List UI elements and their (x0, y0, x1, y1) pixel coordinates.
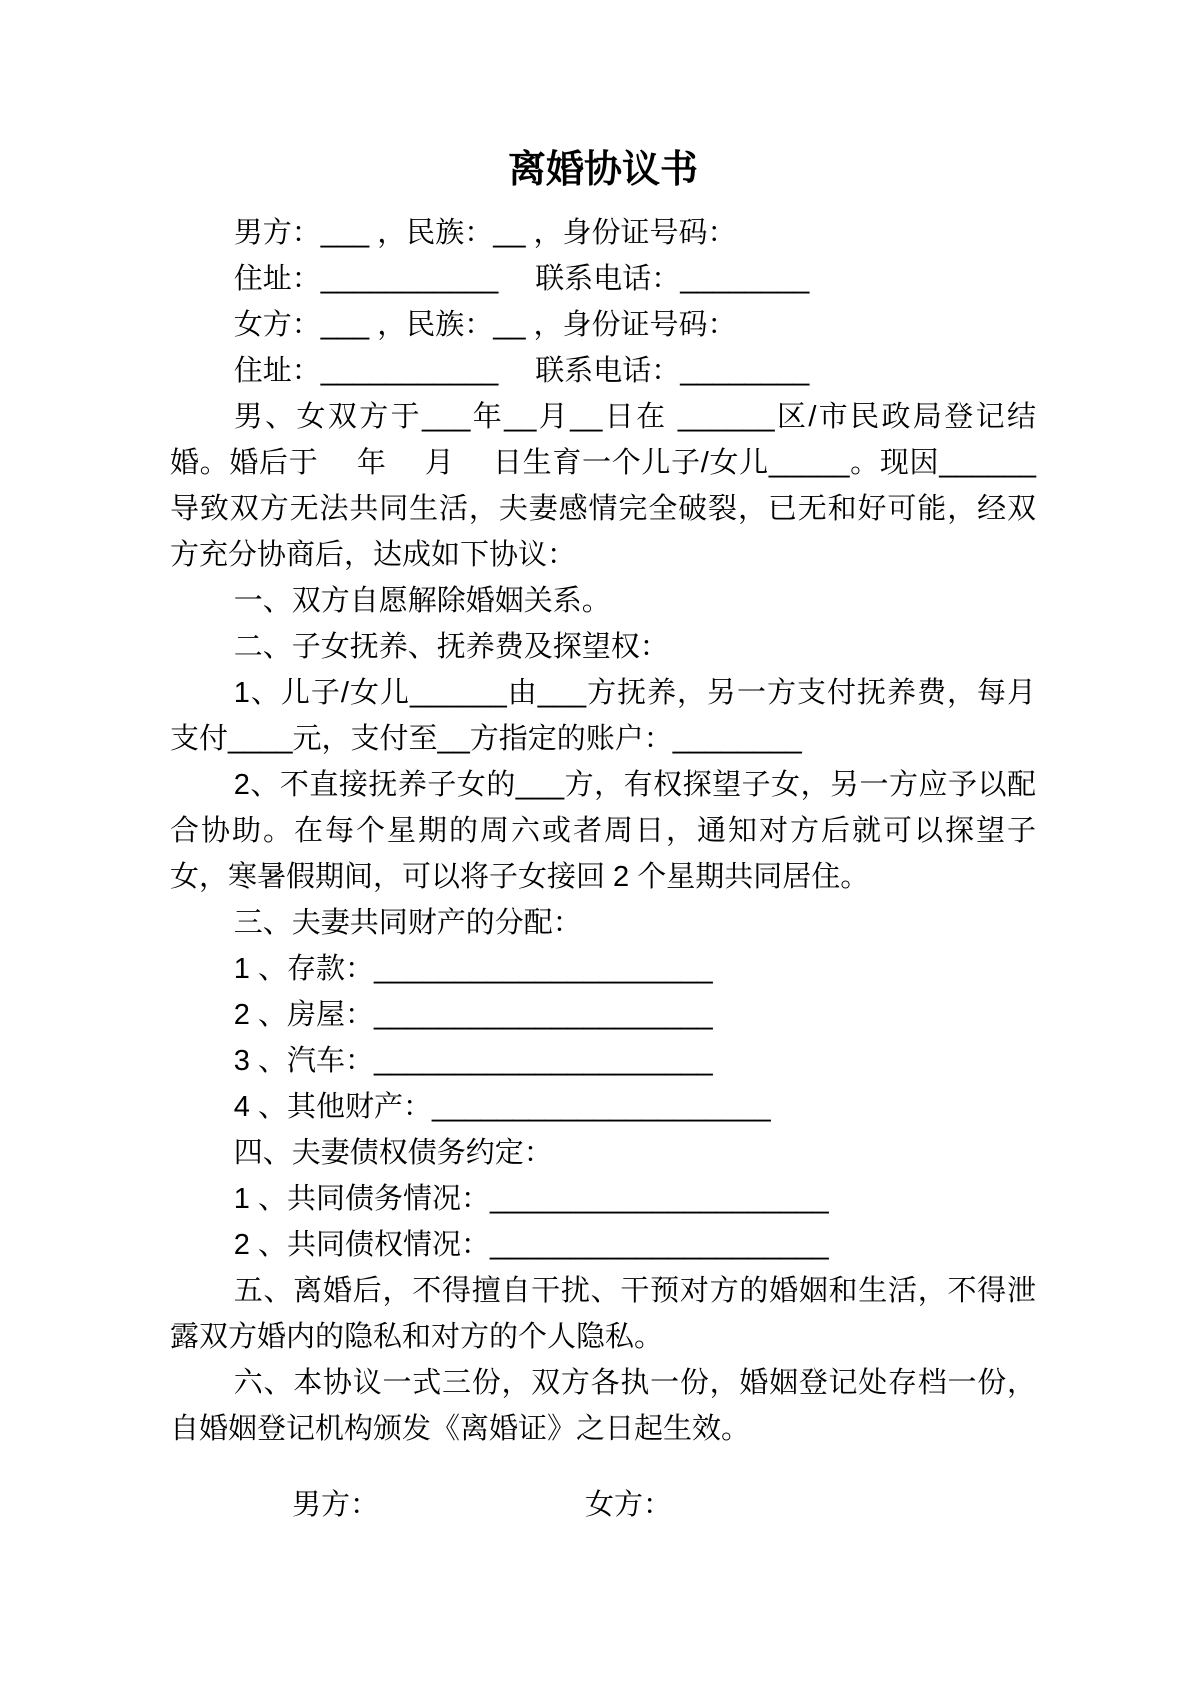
husband-info-line: 男方：___ ，民族：__ ，身份证号码： (233, 217, 737, 249)
wife-address-line: 住址：___________ 联系电话：________ (233, 355, 810, 387)
clause-6-copies-effective: 六、本协议一式三份，双方各执一份，婚姻登记处存档一份，自婚姻登记机构颁发《离婚证》之日起生效。 (170, 1367, 1036, 1445)
husband-address-line: 住址：___________ 联系电话：________ (233, 263, 810, 295)
clause-2-item-1-support: 1、儿子/女儿______由___方抚养，另一方支付抚养费，每月支付____元，支付至__方指定的账户：________ (170, 677, 1036, 755)
property-item-car: 3 、汽车：_____________________ (233, 1045, 713, 1077)
debt-item-joint-credits: 2 、共同债权情况：_____________________ (233, 1229, 829, 1261)
property-item-other: 4 、其他财产：_____________________ (233, 1091, 771, 1123)
signature-row (170, 1482, 1036, 1528)
clause-3-property-heading: 三、夫妻共同财产的分配： (233, 907, 582, 939)
clause-2-custody-heading: 二、子女抚养、抚养费及探望权： (233, 631, 669, 663)
doc-title: 离婚协议书 (507, 149, 698, 191)
clause-2-item-2-visitation: 2、不直接抚养子女的___方，有权探望子女，另一方应予以配合协助。在每个星期的周六或者周日，通知对方后就可以探望子女，寒暑假期间，可以将子女接回 2 个星期共同居住。 (170, 769, 1036, 893)
husband-signature-label: 男方： (292, 1489, 380, 1521)
debt-item-joint-debts: 1 、共同债务情况：_____________________ (233, 1183, 829, 1215)
wife-signature-label: 女方： (585, 1489, 673, 1521)
clause-5-privacy: 五、离婚后，不得擅自干扰、干预对方的婚姻和生活，不得泄露双方婚内的隐私和对方的个人隐私。 (170, 1275, 1036, 1353)
property-item-deposits: 1 、存款：_____________________ (233, 953, 713, 985)
property-item-house: 2 、房屋：_____________________ (233, 999, 713, 1031)
document-content (170, 145, 1036, 1528)
clause-4-debt-heading: 四、夫妻债权债务约定： (233, 1137, 553, 1169)
marriage-intro-paragraph: 男、女双方于___年__月__日在 ______区/市民政局登记结婚。婚后于 年 月 日生育一个儿子/女儿_____。现因______导致双方无法共同生活，夫妻感情完全破裂，已无和好可能，经双方充分协商后，达成如下协议： (170, 401, 1036, 571)
clause-1-divorce-agreement: 一、双方自愿解除婚姻关系。 (233, 585, 611, 617)
wife-info-line: 女方：___ ，民族：__ ，身份证号码： (233, 309, 737, 341)
